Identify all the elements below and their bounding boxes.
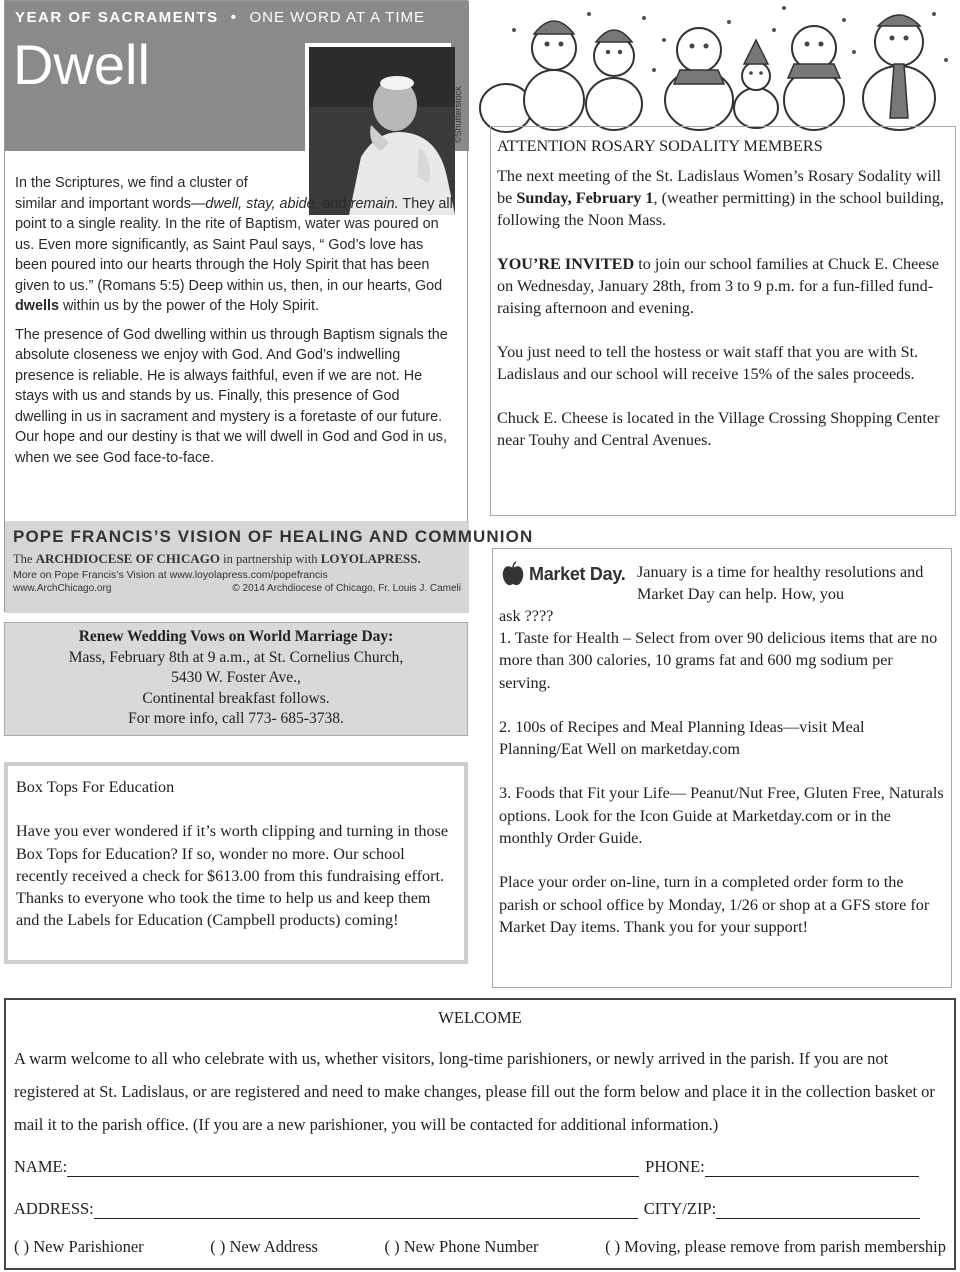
name-label: NAME: bbox=[14, 1157, 68, 1176]
market-day-logo bbox=[501, 561, 625, 587]
vows-line: 5430 W. Foster Ave., bbox=[171, 669, 301, 686]
option-new-address[interactable]: ( ) New Address bbox=[210, 1237, 318, 1256]
box-tops-body: Have you ever wondered if it’s worth clipping and turning in those Box Tops for Education? If so, wonder no more. Our school recently received a check for $613.00 from this fundraising effort. Thanks to everyone who took the time to help us and keep them and the Labels for Education (Campbell products) coming! bbox=[16, 822, 449, 930]
address-field[interactable] bbox=[94, 1201, 638, 1219]
market-day-item-3: 3. Foods that Fit your Life— Peanut/Nut Free, Gluten Free, Naturals options. Look for the Icon Guide at Marketday.com or in the monthly Order Guide. bbox=[499, 784, 944, 848]
rosary-sodality-box bbox=[490, 126, 956, 516]
rosary-meeting-text: The next meeting of the St. Ladislaus Women’s Rosary Sodality will be Sunday, February 1, (weather permitting) in the school building, following the Noon Mass. bbox=[497, 167, 944, 229]
dwell-paragraph-1: In the Scriptures, we find a cluster of similar and important words—dwell, stay, abide, and remain. They all point to a single reality. In the rite of Baptism, water was poured on us. Even more significantly, as Saint Paul says, “ God’s love has been poured into our hearts through the Holy Spirit that has been given to us.” (Romans 5:5) Deep within us, then, in our hearts, God dwells within us by the power of the Holy Spirit. bbox=[15, 175, 453, 314]
city-zip-field[interactable] bbox=[716, 1201, 920, 1219]
address-label: ADDRESS: bbox=[14, 1199, 94, 1218]
market-day-box bbox=[492, 548, 952, 988]
series-title: YEAR OF SACRAMENTS • ONE WORD AT A TIME bbox=[15, 9, 425, 26]
rosary-heading: ATTENTION ROSARY SODALITY MEMBERS bbox=[497, 137, 823, 155]
welcome-heading: WELCOME bbox=[438, 1008, 522, 1027]
vision-title: POPE FRANCIS’S VISION OF HEALING AND COMMUNION bbox=[13, 527, 534, 546]
market-day-top bbox=[499, 555, 945, 627]
name-phone-row bbox=[14, 1147, 946, 1177]
market-day-intro: January is a time for healthy resolutions and Market Day can help. How, you bbox=[637, 563, 924, 604]
option-new-phone[interactable]: ( ) New Phone Number bbox=[384, 1237, 539, 1256]
more-info-line: More on Pope Francis’s Vision at www.loyolapress.com/popefrancis bbox=[13, 569, 328, 581]
copyright: © 2014 Archdiocese of Chicago, Fr. Louis J. Cameli bbox=[232, 583, 461, 594]
chuck-e-cheese-instructions: You just need to tell the hostess or wait staff that you are with St. Ladislaus and our school will receive 15% of the sales proceeds. bbox=[497, 343, 919, 383]
market-day-closing: Place your order on-line, turn in a completed order form to the parish or school office by Monday, 1/26 or shop at a GFS store for Market Day items. Thank you for your support! bbox=[499, 873, 930, 936]
dwell-panel bbox=[4, 0, 534, 612]
market-day-item-1: 1. Taste for Health – Select from over 90 delicious items that are no more than 300 calories, 10 grams fat and 600 mg sodium per serving. bbox=[499, 629, 938, 692]
site-link[interactable]: www.ArchChicago.org bbox=[13, 583, 112, 594]
chuck-e-cheese-location: Chuck E. Cheese is located in the Village Crossing Shopping Center near Touhy and Central Avenues. bbox=[497, 409, 940, 449]
market-day-ask: ask ???? bbox=[499, 607, 554, 625]
box-tops-box bbox=[4, 762, 468, 964]
dwell-footer bbox=[5, 521, 534, 613]
market-day-item-2: 2. 100s of Recipes and Meal Planning Ideas—visit Meal Planning/Eat Well on marketday.com bbox=[499, 717, 865, 759]
welcome-text: A warm welcome to all who celebrate with us, whether visitors, long-time parishioners, or newly arrived in the parish. If you are not registered at St. Ladislaus, or are registered and need to make changes, please fill out the form below and place it in the collection basket or mail it to the parish office. (If you are a new parishioner, you will be contacted for additional information.) bbox=[14, 1049, 935, 1134]
option-moving[interactable]: ( ) Moving, please remove from parish membership bbox=[605, 1237, 946, 1256]
dwell-paragraph-2: The presence of God dwelling within us through Baptism signals the absolute closeness we enjoy with God. And God’s indwelling presence is reliable. He is always faithful, even if we are not. He stays with us and stands by us. Finally, this presence of God dwelling in us in sacrament and mystery is a foretaste of our future. Our hope and our destiny is that we will dwell in God and God in us, when we see God face-to-face. bbox=[15, 326, 448, 466]
archdiocese-line: The ARCHDIOCESE OF CHICAGO in partnership with LOYOLAPRESS. bbox=[13, 551, 421, 566]
address-city-row bbox=[14, 1189, 946, 1219]
vows-line: For more info, call 773- 685-3738. bbox=[128, 710, 344, 727]
city-zip-label: CITY/ZIP: bbox=[643, 1199, 717, 1218]
vows-title: Renew Wedding Vows on World Marriage Day: bbox=[78, 628, 394, 645]
vows-line: Mass, February 8th at 9 a.m., at St. Cornelius Church, bbox=[68, 648, 404, 666]
box-tops-heading: Box Tops For Education bbox=[16, 778, 175, 796]
option-new-parishioner[interactable]: ( ) New Parishioner bbox=[14, 1237, 144, 1256]
dwell-body bbox=[15, 173, 455, 476]
photo-credit: ©Shutterstock bbox=[453, 86, 463, 143]
renew-vows-box bbox=[4, 622, 468, 736]
registration-options bbox=[14, 1237, 946, 1257]
chuck-e-cheese-invite: YOU’RE INVITED to join our school families at Chuck E. Cheese on Wednesday, January 28th, from 3 to 9 p.m. for a fun-filled fund-raising afternoon and evening. bbox=[497, 255, 939, 317]
snowmen-drawing bbox=[494, 0, 956, 128]
market-day-brand: Market Day. bbox=[529, 563, 626, 584]
welcome-registration-box bbox=[4, 998, 956, 1270]
phone-field[interactable] bbox=[705, 1159, 919, 1177]
vows-line: Continental breakfast follows. bbox=[142, 689, 330, 707]
snowmen-illustration bbox=[494, 0, 956, 128]
name-field[interactable] bbox=[67, 1159, 639, 1177]
dwell-title: Dwell bbox=[13, 33, 150, 96]
apple-icon bbox=[501, 561, 525, 587]
phone-label: PHONE: bbox=[645, 1157, 705, 1176]
footer-row bbox=[13, 583, 461, 594]
